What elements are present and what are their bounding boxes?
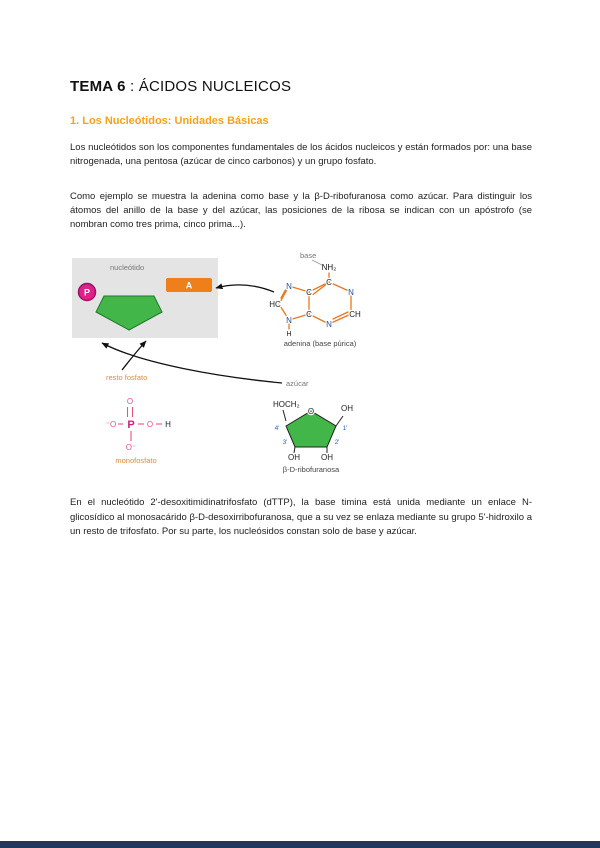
adenine-c2-label: CH	[349, 310, 361, 320]
base-pointer-line	[312, 260, 322, 265]
sugar-oh-left-label: OH	[288, 453, 300, 463]
sugar-oh-right-label: OH	[321, 453, 333, 463]
sugar-pos4-label: 4'	[274, 425, 280, 433]
arrow-base	[216, 285, 274, 292]
adenine-structure	[269, 251, 361, 348]
sugar-pos2-label: 2'	[334, 439, 340, 447]
sugar-ring	[286, 411, 336, 447]
sugar-ring-oxygen-label: O	[307, 407, 315, 417]
sugar-pos3-label: 3'	[282, 439, 288, 447]
adenine-n1-label: N	[348, 288, 354, 298]
adenine-caption: adenina (base púrica)	[283, 339, 357, 349]
adenine-n9-label: N	[286, 316, 292, 326]
base-block-letter: A	[185, 280, 193, 291]
adenine-c4-label: C	[306, 310, 312, 320]
page-title	[70, 78, 532, 95]
sugar-pos1-label: 1'	[342, 425, 348, 433]
paragraph-intro: Los nucleótidos son los componentes fundamentales de los ácidos nucleicos y están formados por: una base nitrogenada, una pentosa (azúcar de cinco carbonos) y un grupo fosfato.	[70, 142, 532, 168]
adenine-n7-label: N	[286, 282, 292, 292]
base-pointer-label: base	[300, 251, 317, 261]
page-footer-bar	[0, 841, 600, 848]
phosphate-p-label: P	[127, 419, 135, 432]
phosphate-structure	[106, 373, 171, 465]
adenine-amino-label: NH₂	[321, 263, 337, 273]
adenine-n3-label: N	[326, 320, 332, 330]
section-heading: 1. Los Nucleótidos: Unidades Básicas	[70, 115, 269, 127]
nucleotide-figure	[70, 250, 532, 482]
nucleotide-schematic	[72, 258, 218, 338]
title-number: TEMA 6	[70, 78, 126, 95]
paragraph-example: Como ejemplo se muestra la adenina como base y la β-D-ribofuranosa como azúcar. Para distinguir los átomos del anillo de la base y del azúcar, las posiciones de la ribosa se indican con un apóstrofo (se nombran como tres prima, cinco prima...).	[70, 190, 532, 230]
sugar-caption: β-D-ribofuranosa	[282, 465, 340, 475]
phosphate-bonds	[118, 407, 162, 441]
adenine-n9-h-label: H	[286, 331, 292, 339]
phosphate-circle-letter: P	[83, 287, 91, 298]
phosphate-o-top-label: O	[126, 397, 134, 407]
sugar-hoch2-label: HOCH₂	[273, 400, 300, 410]
sugar-pointer-label: azúcar	[286, 379, 309, 389]
phosphate-caption: monofosfato	[115, 456, 157, 466]
arrow-phosphate	[122, 341, 146, 370]
adenine-c5-label: C	[306, 288, 312, 298]
phosphate-o-left-label: ⁻O	[105, 420, 117, 430]
phosphate-h-label: H	[165, 420, 171, 430]
adenine-c8-label: HC	[269, 300, 281, 310]
title-text: : ÁCIDOS NUCLEICOS	[125, 78, 292, 95]
sugar-oh-top-label: OH	[341, 404, 353, 414]
phosphate-o-right-label: O	[146, 420, 154, 430]
paragraph-dttp: En el nucleótido 2'-desoxitimidinatrifosfato (dTTP), la base timina está unida mediante un enlace N-glicosídico al monosacárido β-D-desoxirribofuranosa, que a su vez se enlaza mediante su grupo 5'-hidroxilo a un resto de trifosfato. Por su parte, los nucleósidos constan solo de base y azúcar.	[70, 497, 532, 537]
phosphate-pointer-label: resto fosfato	[106, 373, 148, 383]
nucleotide-label: nucleótido	[110, 263, 145, 273]
sugar-structure	[273, 379, 353, 474]
adenine-c6-label: C	[326, 278, 332, 288]
phosphate-o-bottom-label: O⁻	[125, 443, 137, 453]
